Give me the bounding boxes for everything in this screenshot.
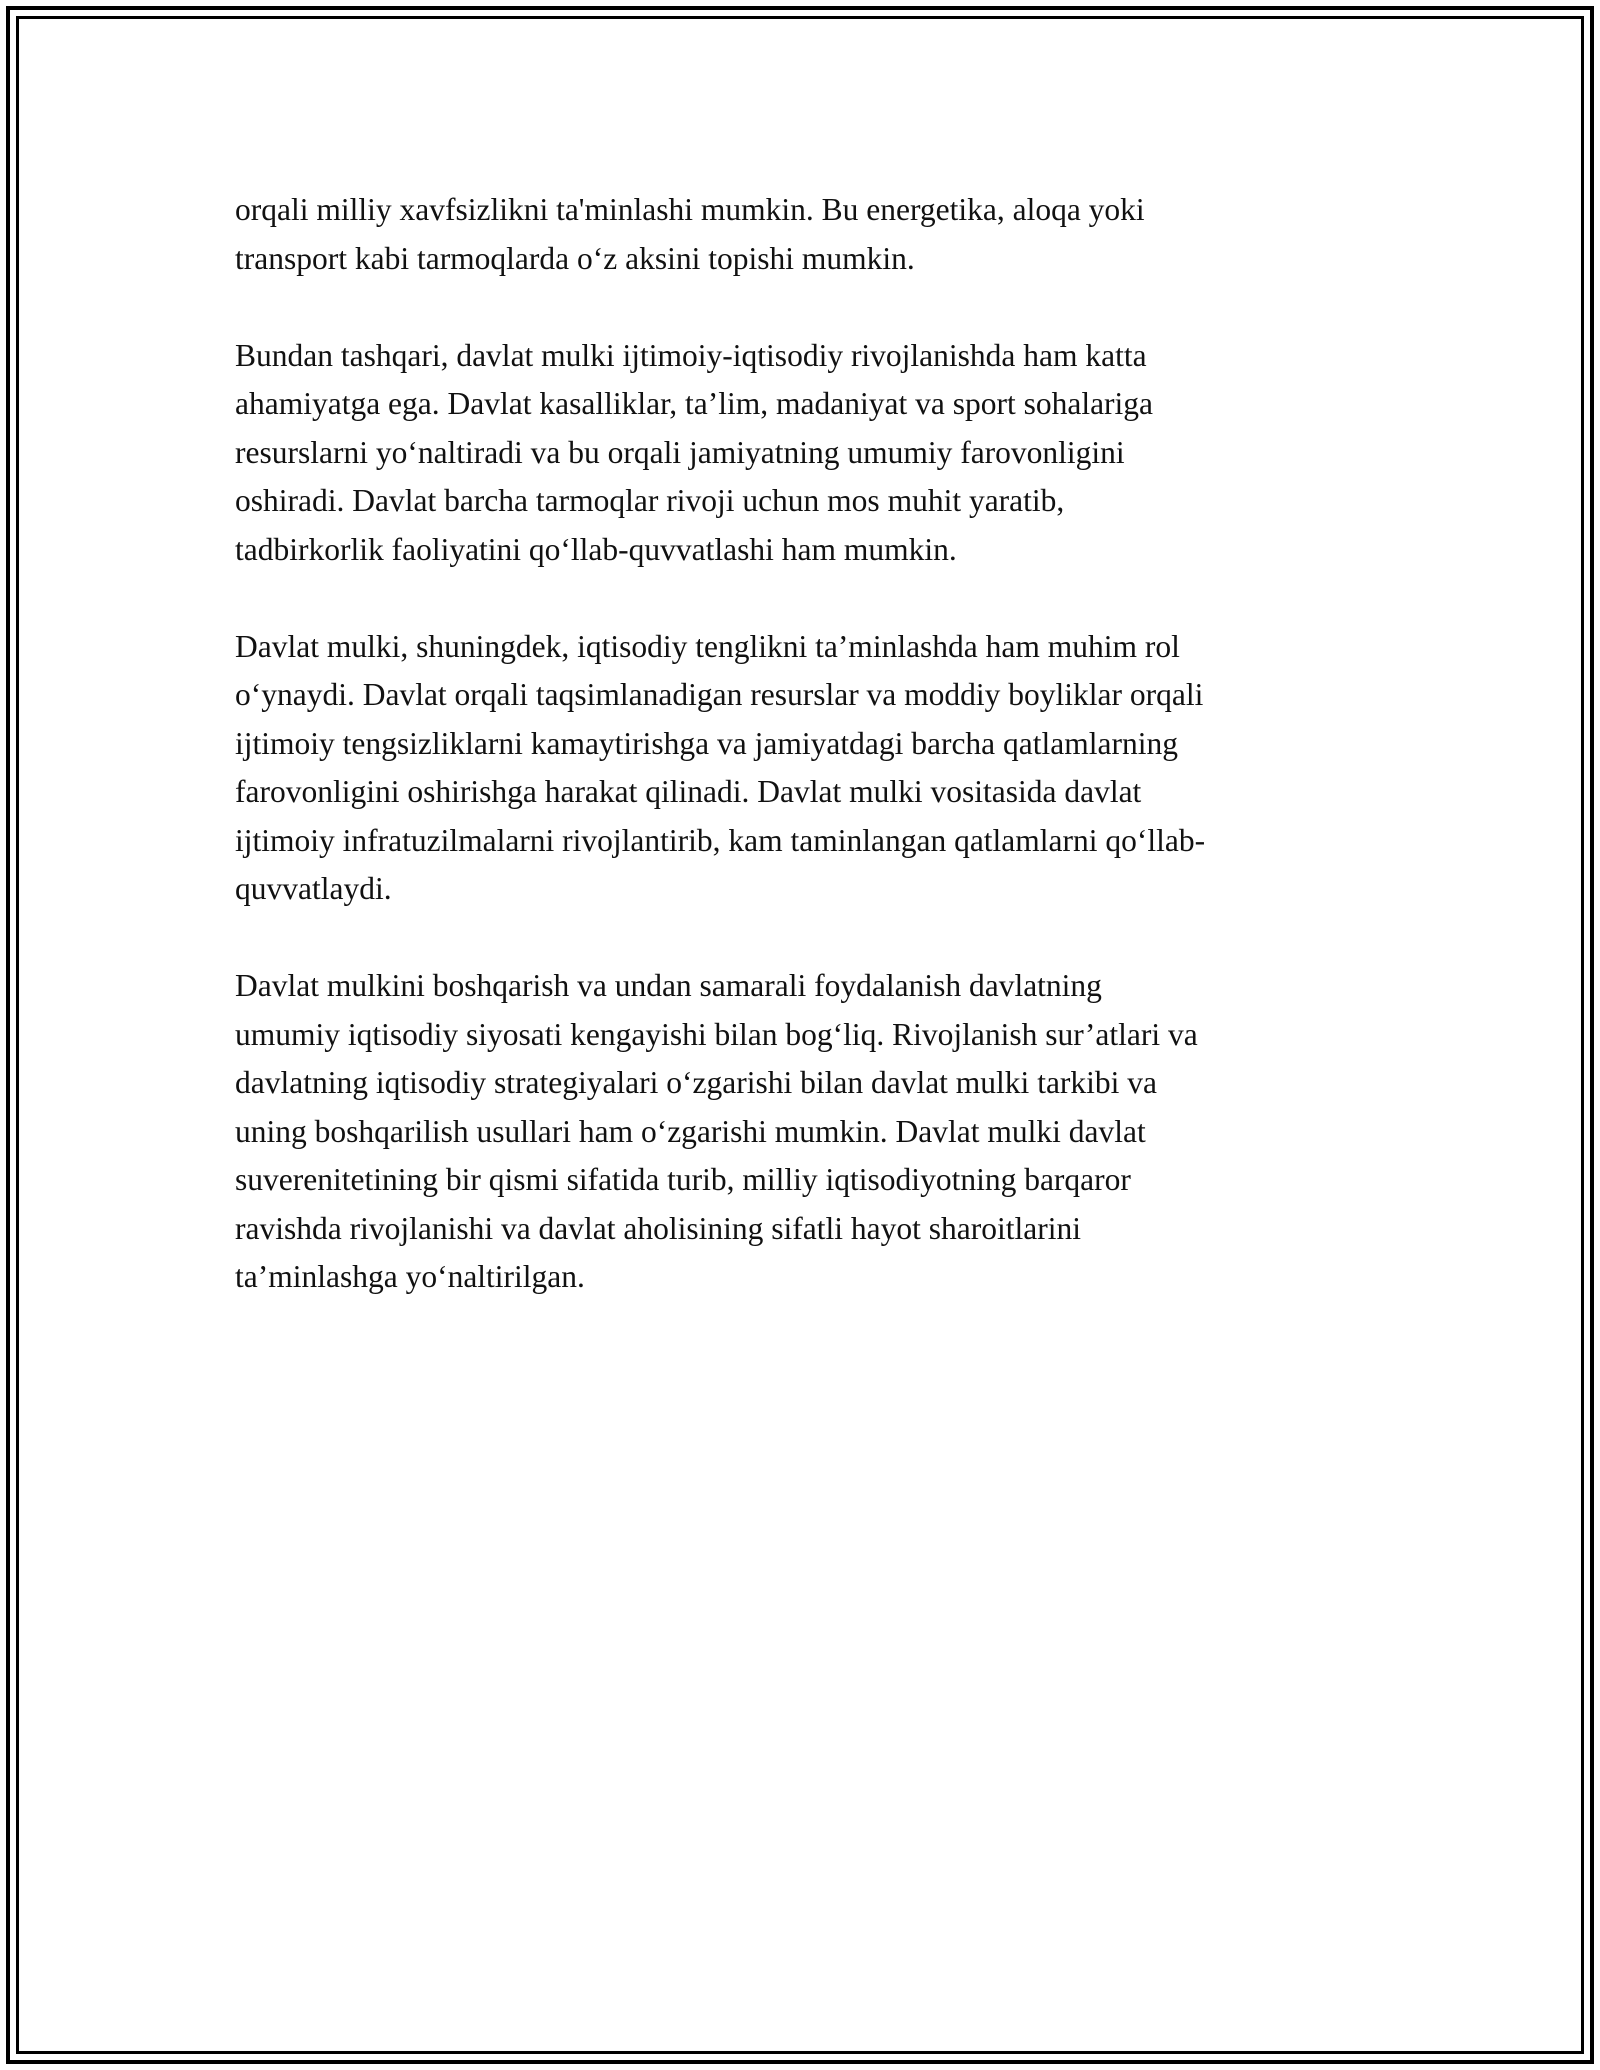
text-line: orqali milliy xavfsizlikni ta'minlashi mumkin. Bu energetika, aloqa yoki (235, 192, 1145, 227)
text-line: transport kabi tarmoqlarda o‘z aksini topishi mumkin. (235, 240, 915, 276)
text-line: o‘ynaydi. Davlat orqali taqsimlanadigan resurslar va moddiy boyliklar orqali (235, 677, 1204, 712)
text-line: uning boshqarilish usullari ham o‘zgarishi mumkin. Davlat mulki davlat (235, 1113, 1146, 1149)
text-line: davlatning iqtisodiy strategiyalari o‘zgarishi bilan davlat mulki tarkibi va (235, 1065, 1158, 1100)
paragraph-2 (235, 332, 1375, 575)
text-line: ta’minlashga yo‘naltirilgan. (235, 1259, 585, 1294)
text-line: ijtimoiy infratuzilmalarni rivojlantirib, kam taminlangan qatlamlarni qo‘llab- (235, 822, 1206, 858)
text-line: resurslarni yo‘naltiradi va bu orqali jamiyatning umumiy farovonligini (235, 434, 1125, 470)
text-line: ravishda rivojlanishi va davlat aholisining sifatli hayot sharoitlarini (235, 1210, 1081, 1246)
text-line: suverenitetining bir qismi sifatida turib, milliy iqtisodiyotning barqaror (235, 1162, 1131, 1197)
text-line: oshiradi. Davlat barcha tarmoqlar rivoji uchun mos muhit yaratib, (235, 483, 1065, 518)
document-body (235, 186, 1375, 1350)
text-line: umumiy iqtisodiy siyosati kengayishi bilan bog‘liq. Rivojlanish sur’atlari va (235, 1016, 1198, 1052)
text-line: Davlat mulki, shuningdek, iqtisodiy tenglikni ta’minlashda ham muhim rol (235, 628, 1180, 664)
text-line: ijtimoiy tengsizliklarni kamaytirishga va jamiyatdagi barcha qatlamlarning (235, 725, 1178, 761)
text-line: quvvatlaydi. (235, 871, 392, 906)
text-line: tadbirkorlik faoliyatini qo‘llab-quvvatlashi ham mumkin. (235, 531, 957, 567)
paragraph-1 (235, 186, 1375, 283)
paragraph-4 (235, 962, 1375, 1302)
paragraph-3 (235, 623, 1375, 914)
text-line: ahamiyatga ega. Davlat kasalliklar, ta’lim, madaniyat va sport sohalariga (235, 386, 1154, 421)
text-line: Davlat mulkini boshqarish va undan samarali foydalanish davlatning (235, 968, 1102, 1003)
text-line: Bundan tashqari, davlat mulki ijtimoiy-iqtisodiy rivojlanishda ham katta (235, 337, 1147, 373)
text-line: farovonligini oshirishga harakat qilinadi. Davlat mulki vositasida davlat (235, 774, 1142, 809)
